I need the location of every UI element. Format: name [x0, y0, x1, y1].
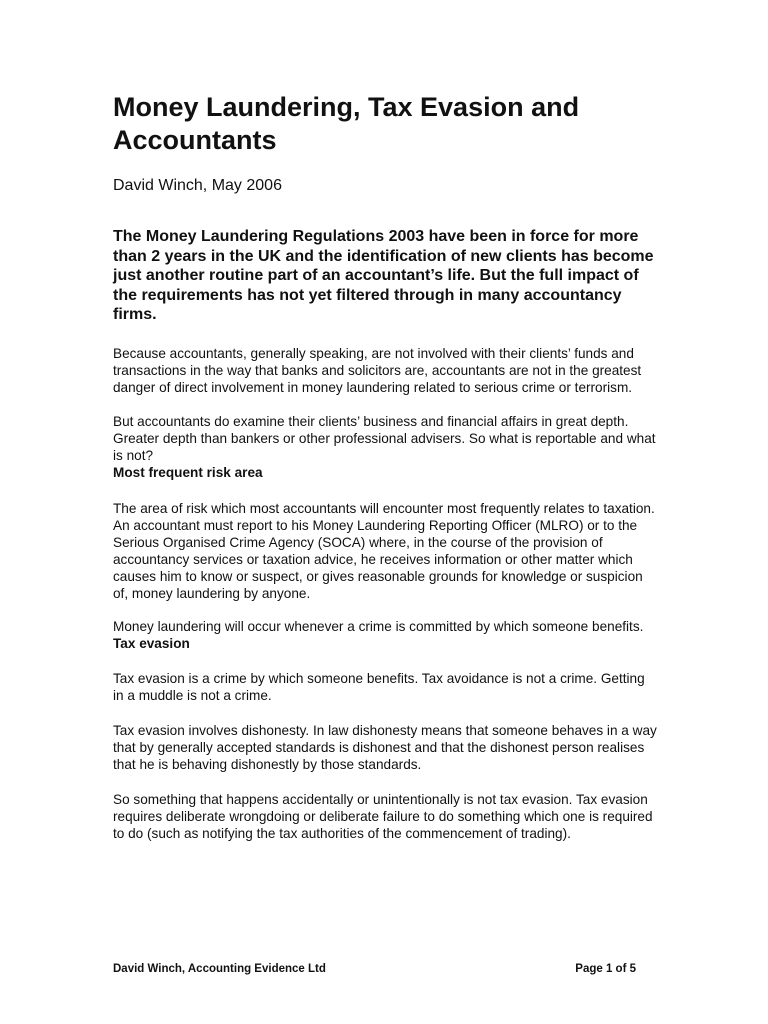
byline: David Winch, May 2006: [113, 177, 282, 194]
tax-evasion-paragraph-1: Tax evasion is a crime by which someone benefits. Tax avoidance is not a crime. Getting in a muddle is not a crime.: [113, 670, 645, 703]
title-line-2: Accountants: [113, 125, 277, 155]
risk-area-paragraph-2: Money laundering will occur whenever a crime is committed by which someone benefits.: [113, 618, 644, 634]
section-heading-tax-evasion: Tax evasion: [113, 635, 190, 651]
tax-evasion-paragraph-3: So something that happens accidentally or unintentionally is not tax evasion. Tax evasion requires deliberate wrongdoing or deliberate failure to do something which one is required to do (such as notifying the tax authorities of the commencement of trading).: [113, 791, 653, 841]
intro-paragraph-2: But accountants do examine their clients’ business and financial affairs in great depth. Greater depth than bankers or other professional advisers. So what is reportable and what is not?: [113, 413, 656, 463]
risk-area-paragraph-1: The area of risk which most accountants will encounter most frequently relates to taxation. An accountant must report to his Money Laundering Reporting Officer (MLRO) or to the Serious Organised Crime Agency (SOCA) where, in the course of the provision of accountancy services or taxation advice, he receives information or other matter which causes him to know or suspect, or gives reasonable grounds for knowledge or suspicion of, money laundering by anyone.: [113, 500, 655, 601]
footer-author: David Winch, Accounting Evidence Ltd: [113, 963, 326, 975]
tax-evasion-paragraph-2: Tax evasion involves dishonesty. In law dishonesty means that someone behaves in a way that by generally accepted standards is dishonest and that the dishonest person realises that he is behaving dishonestly by those standards.: [113, 722, 657, 772]
document-body: [113, 91, 658, 842]
section-heading-risk-area: Most frequent risk area: [113, 464, 263, 480]
title-line-1: Money Laundering, Tax Evasion and: [113, 92, 580, 122]
intro-paragraph-1: Because accountants, generally speaking, are not involved with their clients’ funds and transactions in the way that banks and solicitors are, accountants are not in the greatest danger of direct involvement in money laundering related to serious crime or terrorism.: [113, 345, 642, 395]
document-title: [113, 91, 658, 157]
page-number: Page 1 of 5: [575, 963, 636, 975]
page-footer: [113, 962, 636, 977]
lead-paragraph: The Money Laundering Regulations 2003 have been in force for more than 2 years in the UK and the identification of new clients has become just another routine part of an accountant’s life. But the full impact of the requirements has not yet filtered through in many accountancy firms.: [113, 228, 654, 323]
